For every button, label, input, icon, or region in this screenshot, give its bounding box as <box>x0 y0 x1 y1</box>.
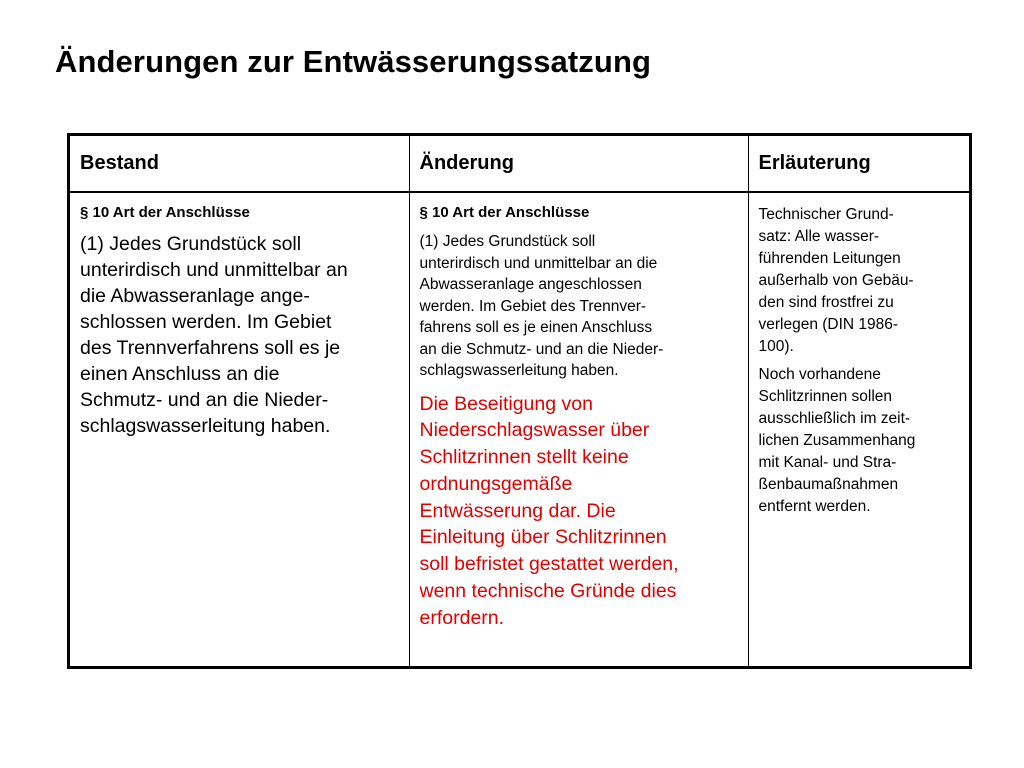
red-text-line: erfordern. <box>419 606 505 629</box>
cell-erlaeuterung <box>748 192 969 666</box>
red-text-line: ordnungsgemäße <box>419 472 573 495</box>
text-line: satz: Alle wasser- <box>758 228 880 245</box>
text-line: einen Anschluss an die <box>80 363 280 385</box>
text-line: Abwasseranlage angeschlossen <box>419 276 642 293</box>
table-header-row <box>70 136 969 192</box>
header-bestand: Bestand <box>70 136 409 192</box>
aenderung-section-heading: § 10 Art der Anschlüsse <box>419 204 590 221</box>
text-line: schlagswasserleitung haben. <box>419 362 619 379</box>
page-title: Änderungen zur Entwässerungssatzung <box>55 44 652 79</box>
cell-bestand <box>70 192 409 666</box>
comparison-table <box>70 136 969 666</box>
red-text-line: Schlitzrinnen stellt keine <box>419 446 629 469</box>
erlaeuterung-paragraph-2 <box>759 364 960 518</box>
text-line: werden. Im Gebiet des Trennver- <box>419 297 647 315</box>
text-line: verlegen (DIN 1986- <box>758 316 899 333</box>
red-text-line: Niederschlagswasser über <box>419 419 650 442</box>
text-line: Noch vorhandene <box>758 366 881 383</box>
text-line: Schmutz- und an die Nieder- <box>80 389 329 411</box>
text-line: fahrens soll es je einen Anschluss <box>419 319 653 336</box>
text-line: schlagswasserleitung haben. <box>80 415 331 437</box>
comparison-table-frame <box>67 133 972 669</box>
bestand-section-heading: § 10 Art der Anschlüsse <box>80 204 250 221</box>
erlaeuterung-paragraph-1 <box>759 204 960 358</box>
text-line: Technischer Grund- <box>758 206 894 223</box>
red-text-line: soll befristet gestattet werden, <box>419 553 679 576</box>
text-line: ausschließlich im zeit- <box>758 410 911 427</box>
table-row <box>70 192 969 666</box>
text-line: Schlitzrinnen sollen <box>758 388 893 405</box>
red-text-line: Entwässerung dar. Die <box>419 499 616 522</box>
header-aenderung: Änderung <box>409 136 748 192</box>
text-line: 100). <box>758 338 794 355</box>
red-text-line: Die Beseitigung von <box>419 392 593 415</box>
text-line: mit Kanal- und Stra- <box>758 454 897 471</box>
aenderung-added-text <box>420 391 738 632</box>
text-line: (1) Jedes Grundstück soll <box>419 233 596 250</box>
cell-aenderung <box>409 192 748 666</box>
text-line: außerhalb von Gebäu- <box>758 272 914 289</box>
text-line: den sind frostfrei zu <box>758 294 894 311</box>
text-line: (1) Jedes Grundstück soll <box>80 233 302 255</box>
text-line: ßenbaumaßnahmen <box>758 476 899 493</box>
text-line: unterirdisch und unmittelbar an <box>80 259 348 281</box>
text-line: lichen Zusammenhang <box>758 432 916 449</box>
text-line: führenden Leitungen <box>758 250 901 267</box>
red-text-line: wenn technische Gründe dies <box>419 580 677 603</box>
aenderung-text <box>420 231 738 382</box>
text-line: die Abwasseranlage ange- <box>80 285 310 307</box>
header-erlaeuterung: Erläuterung <box>748 136 969 192</box>
text-line: schlossen werden. Im Gebiet <box>80 311 332 333</box>
red-text-line: Einleitung über Schlitzrinnen <box>419 526 667 549</box>
text-line: unterirdisch und unmittelbar an die <box>419 254 658 272</box>
text-line: entfernt werden. <box>758 498 871 515</box>
text-line: des Trennverfahrens soll es je <box>80 337 341 359</box>
text-line: an die Schmutz- und an die Nieder- <box>419 340 664 358</box>
bestand-text <box>80 231 399 439</box>
